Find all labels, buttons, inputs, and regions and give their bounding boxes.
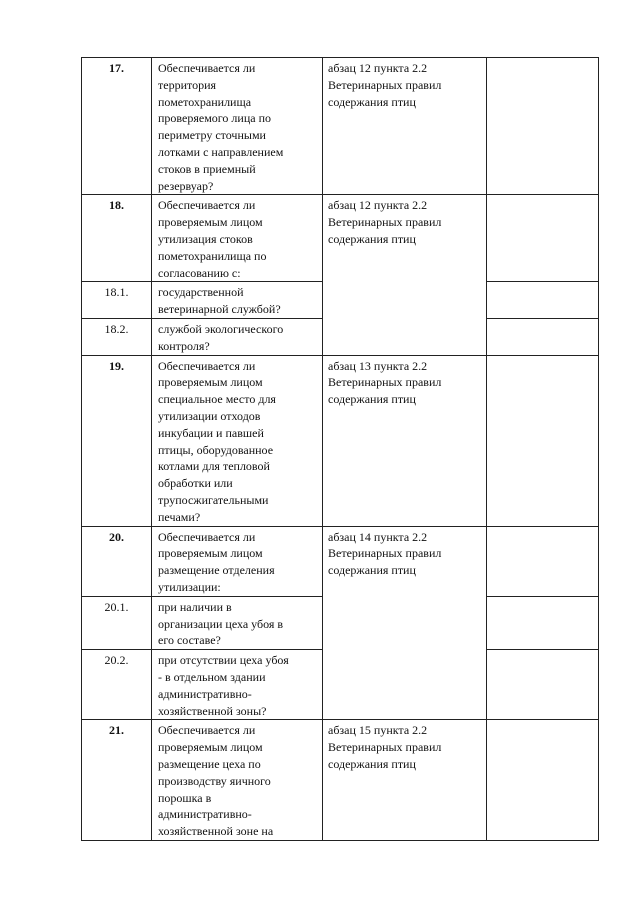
answer-cell: [487, 195, 599, 282]
question-line: печами?: [158, 509, 201, 524]
question-line: утилизация стоков: [158, 231, 253, 246]
question-line: порошка в: [158, 790, 212, 805]
question-line: пометохранилища: [158, 94, 252, 109]
question-cell: [152, 526, 323, 596]
reference-line: абзац 13 пункта 2.2: [328, 358, 428, 373]
question-line: утилизации:: [158, 579, 221, 594]
question-line: хозяйственной зоне на: [158, 824, 274, 839]
question-line: специальное место для: [158, 392, 276, 407]
question-line: территория: [158, 77, 217, 92]
item-number: 20.: [82, 526, 152, 596]
question-line: контроля?: [158, 338, 210, 353]
question-line: проверяемым лицом: [158, 740, 263, 755]
reference-cell: [323, 195, 487, 355]
question-line: организации цеха убоя в: [158, 616, 284, 631]
question-line: производству яичного: [158, 773, 271, 788]
question-line: проверяемого лица по: [158, 111, 271, 126]
reference-line: абзац 12 пункта 2.2: [328, 61, 428, 75]
question-line: административно-: [158, 686, 252, 701]
question-line: при отсутствии цеха убоя: [158, 653, 289, 668]
question-line: ветеринарной службой?: [158, 302, 281, 317]
reference-cell: [323, 355, 487, 526]
answer-cell: [487, 526, 599, 596]
reference-cell: [323, 526, 487, 720]
question-line: Обеспечивается ли: [158, 198, 256, 213]
question-line: проверяемым лицом: [158, 375, 263, 390]
question-line: при наличии в: [158, 599, 232, 614]
question-cell: [152, 720, 323, 841]
question-line: - в отдельном здании: [158, 669, 266, 684]
question-cell: [152, 58, 323, 195]
question-cell: [152, 318, 323, 355]
question-line: согласованию с:: [158, 265, 241, 280]
item-number: 18.: [82, 195, 152, 282]
question-cell: [152, 282, 323, 319]
question-line: резервуар?: [158, 178, 214, 193]
answer-cell: [487, 58, 599, 195]
answer-cell: [487, 720, 599, 841]
question-line: обработки или: [158, 476, 233, 491]
question-line: утилизации отходов: [158, 408, 261, 423]
question-line: лотками с направлением: [158, 144, 284, 159]
reference-line: содержания птиц: [328, 392, 416, 407]
question-line: Обеспечивается ли: [158, 358, 256, 373]
table-row: [82, 720, 599, 841]
table-row: [82, 355, 599, 526]
question-line: инкубации и павшей: [158, 425, 264, 440]
question-line: периметру сточными: [158, 128, 266, 143]
question-line: хозяйственной зоны?: [158, 703, 267, 718]
answer-cell: [487, 650, 599, 720]
reference-line: содержания птиц: [328, 563, 416, 578]
question-line: административно-: [158, 807, 252, 822]
question-line: государственной: [158, 285, 244, 300]
answer-cell: [487, 596, 599, 649]
reference-cell: [323, 720, 487, 841]
answer-cell: [487, 282, 599, 319]
reference-line: Ветеринарных правил: [328, 546, 442, 561]
reference-line: Ветеринарных правил: [328, 375, 442, 390]
item-number: 20.1.: [82, 596, 152, 649]
question-cell: [152, 650, 323, 720]
question-line: Обеспечивается ли: [158, 61, 256, 75]
item-number: 18.2.: [82, 318, 152, 355]
table-row: [82, 58, 599, 195]
question-line: службой экологического: [158, 321, 284, 336]
question-line: птицы, оборудованное: [158, 442, 274, 457]
reference-line: содержания птиц: [328, 756, 416, 771]
answer-cell: [487, 355, 599, 526]
question-line: размещение отделения: [158, 563, 275, 578]
reference-cell: [323, 58, 487, 195]
reference-line: абзац 12 пункта 2.2: [328, 198, 428, 213]
reference-line: Ветеринарных правил: [328, 740, 442, 755]
reference-line: содержания птиц: [328, 231, 416, 246]
reference-line: абзац 15 пункта 2.2: [328, 723, 428, 738]
question-line: его составе?: [158, 633, 221, 648]
item-number: 20.2.: [82, 650, 152, 720]
question-cell: [152, 195, 323, 282]
question-line: Обеспечивается ли: [158, 529, 256, 544]
question-line: стоков в приемный: [158, 161, 256, 176]
question-line: трупосжигательными: [158, 492, 269, 507]
item-number: 19.: [82, 355, 152, 526]
reference-line: Ветеринарных правил: [328, 215, 442, 230]
item-number: 18.1.: [82, 282, 152, 319]
reference-line: абзац 14 пункта 2.2: [328, 529, 428, 544]
checklist-table: [81, 57, 599, 841]
item-number: 21.: [82, 720, 152, 841]
reference-line: содержания птиц: [328, 94, 416, 109]
question-line: размещение цеха по: [158, 756, 261, 771]
item-number: 17.: [82, 58, 152, 195]
reference-line: Ветеринарных правил: [328, 77, 442, 92]
question-line: котлами для тепловой: [158, 459, 270, 474]
table-row: [82, 195, 599, 282]
question-line: Обеспечивается ли: [158, 723, 256, 738]
question-cell: [152, 355, 323, 526]
question-line: проверяемым лицом: [158, 546, 263, 561]
question-cell: [152, 596, 323, 649]
question-line: проверяемым лицом: [158, 215, 263, 230]
question-line: пометохранилища по: [158, 248, 267, 263]
table-row: [82, 526, 599, 596]
answer-cell: [487, 318, 599, 355]
